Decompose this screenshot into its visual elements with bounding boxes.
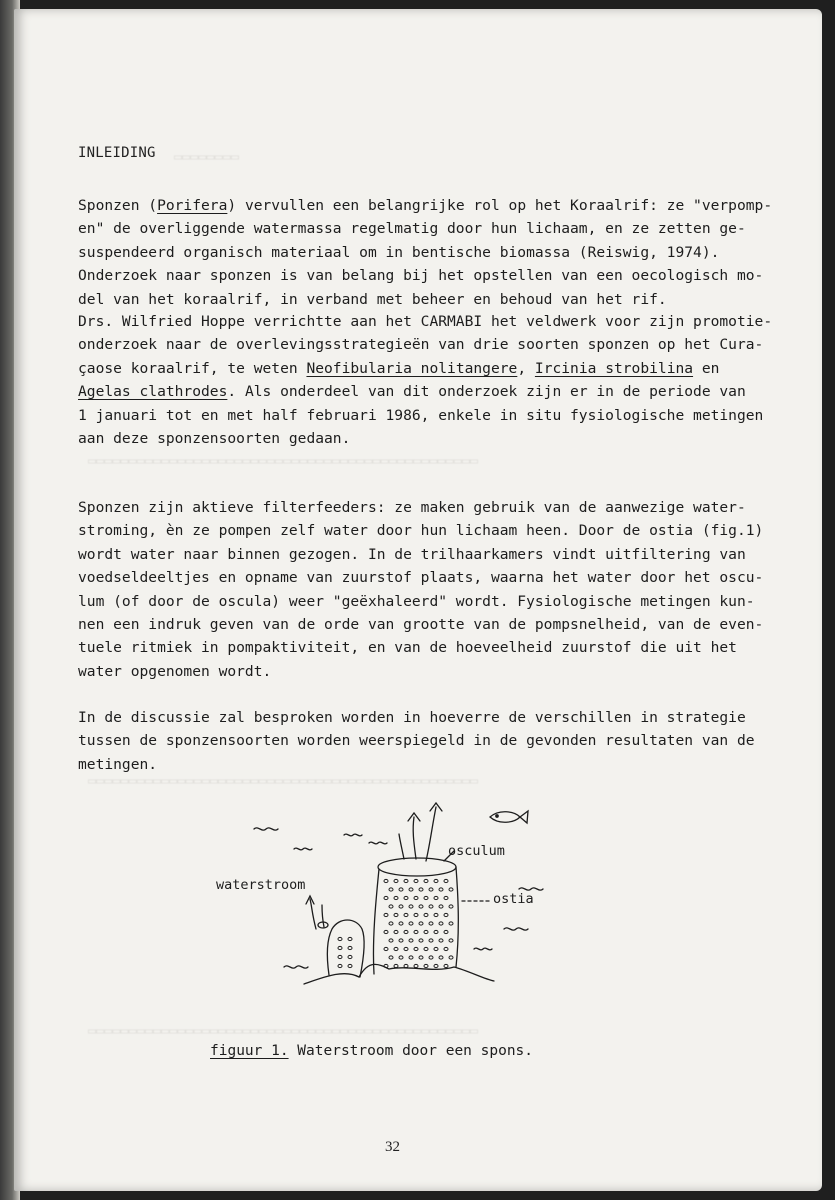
- text-line: [78, 310, 773, 333]
- ostium-mark: [384, 947, 388, 950]
- ostium-mark: [394, 913, 398, 916]
- text-line: [78, 519, 768, 542]
- ostium-mark: [394, 947, 398, 950]
- ostium-mark: [348, 955, 352, 958]
- text-segment: stroming, èn ze pompen zelf water door hun lichaam heen. Door de ostia (fig.1): [78, 522, 764, 540]
- text-line: [78, 496, 768, 519]
- ostium-mark: [439, 905, 443, 908]
- ostium-mark: [409, 939, 413, 942]
- species-name: Ircinia strobilina: [534, 359, 694, 377]
- ostium-mark: [434, 913, 438, 916]
- text-line: [78, 264, 768, 287]
- ostium-mark: [404, 913, 408, 916]
- text-line: [78, 380, 768, 403]
- ostium-mark: [444, 913, 448, 916]
- ostium-mark: [434, 947, 438, 950]
- text-line: [78, 217, 768, 240]
- label-ostia: ostia: [493, 891, 534, 907]
- ostium-mark: [444, 879, 448, 882]
- label-osculum: osculum: [448, 843, 505, 859]
- ostium-mark: [414, 964, 418, 967]
- text-line: [78, 636, 768, 659]
- ostium-mark: [384, 964, 388, 967]
- paragraph: [78, 706, 768, 776]
- text-segment: nen een indruk geven van de orde van grootte van de pompsnelheid, van de even-: [78, 616, 764, 634]
- text-line: [78, 427, 768, 450]
- text-segment: en: [693, 359, 720, 377]
- ostium-mark: [419, 905, 423, 908]
- ostium-mark: [439, 956, 443, 959]
- ostium-mark: [348, 946, 352, 949]
- show-through-texture: ▭▭▭▭▭▭▭▭▭▭▭▭▭▭▭▭▭▭▭▭▭▭▭▭▭▭▭▭▭▭▭▭▭▭▭▭▭▭▭▭▭▭▭▭▭▭▭▭: [88, 773, 479, 789]
- ostium-mark: [449, 956, 453, 959]
- text-segment: tussen de sponzensoorten worden weerspiegeld in de gevonden resultaten van de: [78, 732, 755, 750]
- text-segment: Drs. Wilfried Hoppe verrichtte aan het CARMABI het veldwerk voor zijn promotie-: [78, 313, 773, 330]
- show-through-texture: ▭▭▭▭▭▭▭▭▭▭▭▭▭▭▭▭▭▭▭▭▭▭▭▭▭▭▭▭▭▭▭▭▭▭▭▭▭▭▭▭▭▭▭▭▭▭▭▭: [88, 1023, 479, 1039]
- ostium-mark: [414, 879, 418, 882]
- text-segment: 1 januari tot en met half februari 1986, enkele in situ fysiologische metingen: [78, 406, 764, 424]
- text-line: [78, 590, 768, 613]
- ostium-mark: [399, 956, 403, 959]
- ostium-mark: [424, 896, 428, 899]
- text-line: [78, 660, 768, 683]
- text-segment: en" de overliggende watermassa regelmatig door hun lichaam, en ze zetten ge-: [78, 220, 746, 238]
- text-segment: çaose koraalrif, te weten: [78, 359, 307, 377]
- text-segment: suspendeerd organisch materiaal om in bentische biomassa (Reiswig, 1974).: [78, 243, 720, 261]
- species-name: Neofibularia nolitangere: [306, 359, 518, 377]
- text-line: [78, 404, 768, 427]
- text-line: [78, 194, 773, 217]
- ostium-mark: [424, 964, 428, 967]
- paragraph: [78, 194, 773, 311]
- ostium-mark: [384, 913, 388, 916]
- ostium-mark: [424, 947, 428, 950]
- ostium-mark: [404, 896, 408, 899]
- ostium-mark: [424, 913, 428, 916]
- ostium-mark: [429, 888, 433, 891]
- ostium-mark: [409, 956, 413, 959]
- page-number: 32: [385, 1139, 400, 1155]
- ostium-mark: [424, 930, 428, 933]
- ostium-mark: [444, 964, 448, 967]
- section-heading: INLEIDING: [78, 145, 156, 161]
- text-line: [78, 288, 768, 311]
- ostium-mark: [348, 937, 352, 940]
- ostium-mark: [444, 947, 448, 950]
- text-line: [78, 729, 768, 752]
- ostium-mark: [449, 922, 453, 925]
- ostium-mark: [404, 964, 408, 967]
- ostium-mark: [394, 930, 398, 933]
- ostium-mark: [429, 905, 433, 908]
- ostium-mark: [449, 888, 453, 891]
- ostium-mark: [389, 922, 393, 925]
- ostium-mark: [338, 937, 342, 940]
- ostium-mark: [399, 939, 403, 942]
- document-page: [14, 9, 822, 1191]
- text-segment: In de discussie zal besproken worden in hoeverre de verschillen in strategie: [78, 709, 746, 726]
- text-segment: tuele ritmiek in pompaktiviteit, en van de hoeveelheid zuurstof die uit het: [78, 639, 737, 657]
- ostium-mark: [409, 888, 413, 891]
- text-segment: water opgenomen wordt.: [78, 662, 272, 680]
- ostium-mark: [338, 946, 342, 949]
- ostium-mark: [404, 879, 408, 882]
- ostium-mark: [434, 896, 438, 899]
- text-segment: . Als onderdeel van dit onderzoek zijn er in de periode van: [227, 383, 746, 401]
- ostium-mark: [449, 939, 453, 942]
- ostium-mark: [434, 879, 438, 882]
- text-segment: del van het koraalrif, in verband met beheer en behoud van het rif.: [78, 290, 667, 308]
- ostium-mark: [394, 896, 398, 899]
- paragraph: [78, 496, 768, 683]
- ostium-mark: [414, 913, 418, 916]
- ostium-mark: [409, 922, 413, 925]
- ostium-mark: [338, 964, 342, 967]
- ostium-mark: [384, 930, 388, 933]
- sponge-figure: [194, 789, 594, 1004]
- text-segment: metingen.: [78, 755, 158, 773]
- ostium-mark: [419, 956, 423, 959]
- text-line: [78, 566, 768, 589]
- text-line: [78, 357, 768, 380]
- ostium-mark: [399, 922, 403, 925]
- paragraph: [78, 310, 773, 450]
- text-segment: wordt water naar binnen gezogen. In de trilhaarkamers vindt uitfiltering van: [78, 545, 746, 563]
- text-segment: onderzoek naar de overlevingsstrategieën van drie soorten sponzen op het Cura-: [78, 336, 764, 354]
- ostium-mark: [384, 896, 388, 899]
- ostium-mark: [399, 905, 403, 908]
- species-name: Agelas clathrodes: [78, 383, 228, 401]
- species-name: Porifera: [157, 197, 228, 214]
- text-line: [78, 543, 768, 566]
- ostium-mark: [444, 930, 448, 933]
- ostium-mark: [439, 939, 443, 942]
- ostium-mark: [404, 947, 408, 950]
- text-line: [78, 753, 768, 776]
- ostium-mark: [434, 964, 438, 967]
- ostium-mark: [384, 879, 388, 882]
- ostium-mark: [419, 888, 423, 891]
- sponge-illustration: [194, 789, 594, 1004]
- ostium-mark: [389, 905, 393, 908]
- text-segment: voedseldeeltjes en opname van zuurstof plaats, waarna het water door het oscu-: [78, 569, 764, 587]
- ostium-mark: [424, 879, 428, 882]
- ostium-mark: [434, 930, 438, 933]
- text-line: [78, 613, 768, 636]
- text-segment: aan deze sponzensoorten gedaan.: [78, 430, 351, 448]
- text-segment: ) vervullen een belangrijke rol op het Koraalrif: ze "verpomp-: [227, 197, 773, 214]
- ostium-mark: [449, 905, 453, 908]
- figure-caption: [210, 1043, 533, 1059]
- caption-text: Waterstroom door een spons.: [288, 1043, 534, 1059]
- show-through-texture: ▭▭▭▭▭▭▭▭▭▭▭▭▭▭▭▭▭▭▭▭▭▭▭▭▭▭▭▭▭▭▭▭▭▭▭▭▭▭▭▭▭▭▭▭▭▭▭▭: [88, 453, 479, 469]
- ostium-mark: [389, 888, 393, 891]
- ostium-mark: [429, 956, 433, 959]
- ostium-mark: [429, 939, 433, 942]
- ostium-mark: [399, 888, 403, 891]
- ostium-mark: [338, 955, 342, 958]
- text-segment: ,: [517, 359, 535, 377]
- ostium-mark: [348, 964, 352, 967]
- ostium-mark: [429, 922, 433, 925]
- ostium-mark: [414, 947, 418, 950]
- ostium-mark: [409, 905, 413, 908]
- text-segment: lum (of door de oscula) weer "geëxhaleerd" wordt. Fysiologische metingen kun-: [78, 592, 755, 610]
- ostium-mark: [404, 930, 408, 933]
- ostium-mark: [389, 956, 393, 959]
- ostium-mark: [394, 879, 398, 882]
- text-line: [78, 706, 768, 729]
- show-through-texture: ▭▭▭▭▭▭▭▭: [174, 149, 240, 165]
- text-line: [78, 241, 768, 264]
- ostium-mark: [439, 922, 443, 925]
- ostium-mark: [414, 930, 418, 933]
- text-segment: Onderzoek naar sponzen is van belang bij het opstellen van een oecologisch mo-: [78, 267, 764, 285]
- caption-label: figuur 1.: [210, 1043, 289, 1059]
- ostium-mark: [419, 939, 423, 942]
- label-waterstroom: waterstroom: [216, 877, 306, 893]
- ostium-mark: [419, 922, 423, 925]
- text-segment: Sponzen (: [78, 197, 158, 214]
- ostium-mark: [439, 888, 443, 891]
- ostium-mark: [414, 896, 418, 899]
- text-segment: Sponzen zijn aktieve filterfeeders: ze maken gebruik van de aanwezige water-: [78, 499, 746, 516]
- ostium-mark: [389, 939, 393, 942]
- ostium-mark: [394, 964, 398, 967]
- ostium-mark: [444, 896, 448, 899]
- text-line: [78, 333, 768, 356]
